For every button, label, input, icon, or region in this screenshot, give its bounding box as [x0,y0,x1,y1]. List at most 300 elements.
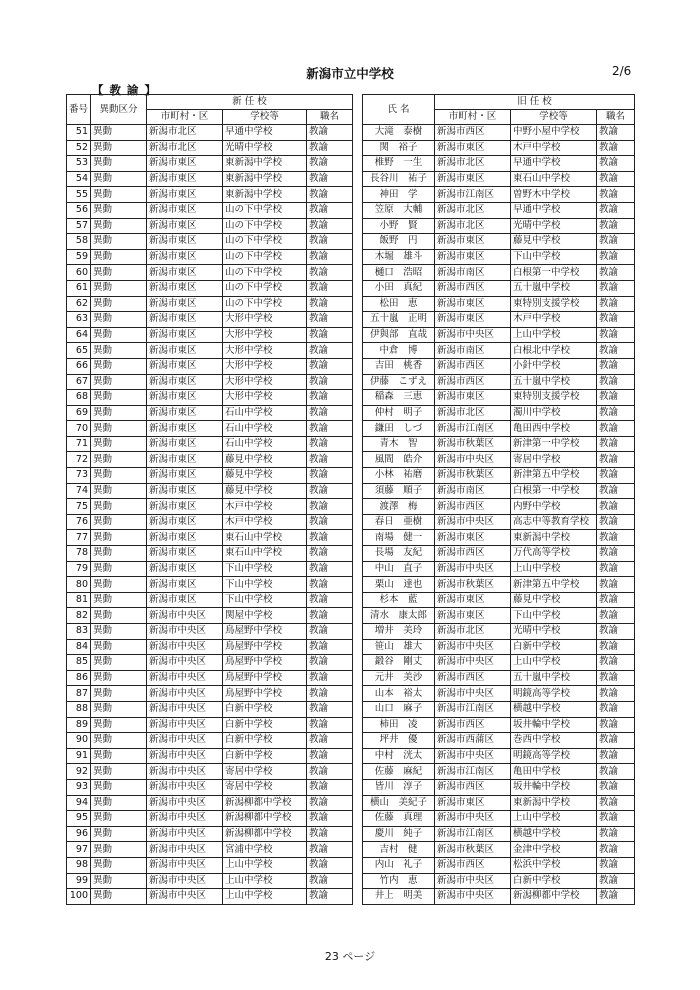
table-row [67,748,635,764]
teacher-name: 中村 洸太 [363,748,435,764]
transfer-type: 異動 [91,234,147,250]
row-number: 62 [67,296,91,312]
teacher-name: 中山 直子 [363,561,435,577]
new-title: 教諭 [307,140,353,156]
old-school: 坂井輪中学校 [511,717,597,733]
teacher-name: 内山 礼子 [363,857,435,873]
new-title: 教諭 [307,421,353,437]
column-gap [353,452,363,468]
teacher-name: 小林 祐磨 [363,468,435,484]
teacher-name: 杉本 藍 [363,592,435,608]
old-city: 新潟市中央区 [435,748,511,764]
new-title: 教諭 [307,686,353,702]
transfer-type: 異動 [91,452,147,468]
teacher-name: 皆川 淳子 [363,779,435,795]
old-title: 教諭 [597,857,635,873]
new-city: 新潟市東区 [147,234,223,250]
teacher-name: 吉村 健 [363,842,435,858]
table-row [67,577,635,593]
column-gap [353,202,363,218]
new-school: 光晴中学校 [223,140,307,156]
old-title: 教諭 [597,530,635,546]
teacher-name: 長場 友紀 [363,546,435,562]
transfer-type: 異動 [91,592,147,608]
column-gap [353,546,363,562]
transfer-table [66,94,635,905]
row-number: 68 [67,390,91,406]
teacher-name: 吉田 桃香 [363,358,435,374]
teacher-name: 椎野 一生 [363,156,435,172]
table-row [67,733,635,749]
old-title: 教諭 [597,171,635,187]
old-title: 教諭 [597,187,635,203]
column-gap [353,624,363,640]
old-city: 新潟市東区 [435,795,511,811]
old-school: 明鏡高等学校 [511,748,597,764]
header-old-city: 市町村・区 [435,110,511,125]
new-school: 新潟柳都中学校 [223,811,307,827]
row-number: 83 [67,624,91,640]
new-school: 石山中学校 [223,436,307,452]
column-gap [353,857,363,873]
transfer-type: 異動 [91,733,147,749]
old-city: 新潟市南区 [435,343,511,359]
table-row [67,889,635,905]
column-gap [353,405,363,421]
teacher-name: 坪井 優 [363,733,435,749]
old-city: 新潟市江南区 [435,421,511,437]
transfer-type: 異動 [91,873,147,889]
old-city: 新潟市北区 [435,218,511,234]
row-number: 96 [67,826,91,842]
transfer-type: 異動 [91,530,147,546]
new-school: 大形中学校 [223,374,307,390]
teacher-name: 竹内 恵 [363,873,435,889]
row-number: 60 [67,265,91,281]
new-school: 鳥屋野中学校 [223,624,307,640]
table-row [67,499,635,515]
column-gap [353,95,363,125]
old-school: 曽野木中学校 [511,187,597,203]
table-row [67,218,635,234]
table-row [67,530,635,546]
old-title: 教諭 [597,312,635,328]
transfer-type: 異動 [91,140,147,156]
old-city: 新潟市中央区 [435,655,511,671]
teacher-name: 中倉 博 [363,343,435,359]
header-old-school-name: 学校等 [511,110,597,125]
row-number: 77 [67,530,91,546]
new-title: 教諭 [307,514,353,530]
table-row [67,171,635,187]
transfer-type: 異動 [91,499,147,515]
old-city: 新潟市東区 [435,140,511,156]
column-gap [353,764,363,780]
old-title: 教諭 [597,421,635,437]
new-title: 教諭 [307,873,353,889]
column-gap [353,530,363,546]
column-gap [353,842,363,858]
transfer-type: 異動 [91,701,147,717]
new-city: 新潟市東区 [147,218,223,234]
new-city: 新潟市中央区 [147,795,223,811]
row-number: 81 [67,592,91,608]
old-title: 教諭 [597,639,635,655]
column-gap [353,733,363,749]
row-number: 100 [67,889,91,905]
old-school: 内野中学校 [511,499,597,515]
old-title: 教諭 [597,889,635,905]
transfer-type: 異動 [91,405,147,421]
old-school: 下山中学校 [511,249,597,265]
column-gap [353,717,363,733]
table-row [67,670,635,686]
table-row [67,655,635,671]
old-title: 教諭 [597,624,635,640]
old-title: 教諭 [597,436,635,452]
old-city: 新潟市西区 [435,670,511,686]
table-row [67,436,635,452]
new-city: 新潟市東区 [147,546,223,562]
new-title: 教諭 [307,670,353,686]
transfer-type: 異動 [91,717,147,733]
transfer-type: 異動 [91,483,147,499]
transfer-type: 異動 [91,779,147,795]
old-city: 新潟市西区 [435,717,511,733]
old-title: 教諭 [597,764,635,780]
old-school: 明鏡高等学校 [511,686,597,702]
new-title: 教諭 [307,374,353,390]
new-title: 教諭 [307,592,353,608]
page-fraction: 2/6 [612,64,632,78]
row-number: 84 [67,639,91,655]
new-school: 山の下中学校 [223,218,307,234]
transfer-type: 異動 [91,826,147,842]
old-title: 教諭 [597,561,635,577]
column-gap [353,249,363,265]
column-gap [353,374,363,390]
new-title: 教諭 [307,546,353,562]
new-city: 新潟市中央区 [147,655,223,671]
new-school: 宮浦中学校 [223,842,307,858]
column-gap [353,483,363,499]
column-gap [353,811,363,827]
teacher-name: 小田 真紀 [363,280,435,296]
row-number: 67 [67,374,91,390]
row-number: 87 [67,686,91,702]
new-title: 教諭 [307,187,353,203]
transfer-type: 異動 [91,249,147,265]
new-title: 教諭 [307,405,353,421]
teacher-name: 仲村 明子 [363,405,435,421]
row-number: 73 [67,468,91,484]
new-school: 早通中学校 [223,125,307,141]
old-school: 白根第一中学校 [511,265,597,281]
table-row [67,280,635,296]
transfer-type: 異動 [91,358,147,374]
old-school: 五十嵐中学校 [511,670,597,686]
new-school: 東新潟中学校 [223,171,307,187]
table-row [67,514,635,530]
new-title: 教諭 [307,358,353,374]
new-title: 教諭 [307,390,353,406]
new-city: 新潟市東区 [147,280,223,296]
column-gap [353,608,363,624]
new-title: 教諭 [307,125,353,141]
teacher-name: 松田 恵 [363,296,435,312]
new-city: 新潟市東区 [147,358,223,374]
row-number: 94 [67,795,91,811]
column-gap [353,686,363,702]
row-number: 61 [67,280,91,296]
teacher-name: 笠原 大輔 [363,202,435,218]
old-school: 白新中学校 [511,639,597,655]
new-city: 新潟市中央区 [147,857,223,873]
old-title: 教諭 [597,670,635,686]
transfer-type: 異動 [91,202,147,218]
new-title: 教諭 [307,795,353,811]
old-school: 木戸中学校 [511,312,597,328]
table-row [67,624,635,640]
new-city: 新潟市中央区 [147,826,223,842]
column-gap [353,312,363,328]
transfer-type: 異動 [91,265,147,281]
new-title: 教諭 [307,624,353,640]
table-row [67,795,635,811]
old-city: 新潟市北区 [435,156,511,172]
old-city: 新潟市東区 [435,296,511,312]
new-city: 新潟市北区 [147,125,223,141]
old-title: 教諭 [597,655,635,671]
row-number: 79 [67,561,91,577]
row-number: 93 [67,779,91,795]
table-row [67,374,635,390]
new-city: 新潟市東区 [147,577,223,593]
new-school: 新潟柳都中学校 [223,826,307,842]
old-school: 東新潟中学校 [511,530,597,546]
old-title: 教諭 [597,546,635,562]
old-title: 教諭 [597,608,635,624]
teacher-name: 山本 裕太 [363,686,435,702]
new-title: 教諭 [307,779,353,795]
old-city: 新潟市中央区 [435,327,511,343]
old-school: 松浜中学校 [511,857,597,873]
transfer-type: 異動 [91,608,147,624]
row-number: 63 [67,312,91,328]
row-number: 58 [67,234,91,250]
old-title: 教諭 [597,483,635,499]
old-title: 教諭 [597,577,635,593]
teacher-name: 五十嵐 正明 [363,312,435,328]
table-row [67,187,635,203]
old-city: 新潟市中央区 [435,452,511,468]
table-row [67,701,635,717]
new-city: 新潟市東区 [147,514,223,530]
old-school: 東特別支援学校 [511,390,597,406]
column-gap [353,561,363,577]
new-city: 新潟市東区 [147,312,223,328]
transfer-type: 異動 [91,748,147,764]
transfer-type: 異動 [91,842,147,858]
table-row [67,358,635,374]
old-school: 亀田中学校 [511,764,597,780]
column-gap [353,265,363,281]
column-gap [353,171,363,187]
column-gap [353,156,363,172]
old-city: 新潟市西区 [435,280,511,296]
row-number: 66 [67,358,91,374]
old-school: 早通中学校 [511,202,597,218]
header-new-school: 新 任 校 [147,95,353,110]
old-city: 新潟市西蒲区 [435,733,511,749]
teacher-name: 小野 賢 [363,218,435,234]
old-title: 教諭 [597,592,635,608]
new-school: 白新中学校 [223,717,307,733]
new-school: 大形中学校 [223,343,307,359]
new-city: 新潟市東区 [147,249,223,265]
transfer-type: 異動 [91,764,147,780]
table-row [67,842,635,858]
new-city: 新潟市中央区 [147,779,223,795]
old-school: 坂井輪中学校 [511,779,597,795]
old-school: 東石山中学校 [511,171,597,187]
row-number: 91 [67,748,91,764]
new-school: 山の下中学校 [223,202,307,218]
column-gap [353,670,363,686]
new-title: 教諭 [307,343,353,359]
old-title: 教諭 [597,701,635,717]
old-title: 教諭 [597,358,635,374]
row-number: 57 [67,218,91,234]
old-city: 新潟市中央区 [435,686,511,702]
transfer-type: 異動 [91,156,147,172]
transfer-type: 異動 [91,577,147,593]
new-city: 新潟市中央区 [147,748,223,764]
column-gap [353,889,363,905]
transfer-type: 異動 [91,857,147,873]
old-title: 教諭 [597,811,635,827]
transfer-type: 異動 [91,343,147,359]
table-row [67,452,635,468]
table-row [67,686,635,702]
old-school: 下山中学校 [511,608,597,624]
new-school: 石山中学校 [223,421,307,437]
old-city: 新潟市中央区 [435,514,511,530]
new-school: 大形中学校 [223,312,307,328]
teacher-name: 渡澤 梅 [363,499,435,515]
old-city: 新潟市東区 [435,530,511,546]
transfer-type: 異動 [91,639,147,655]
teacher-name: 南場 健一 [363,530,435,546]
row-number: 72 [67,452,91,468]
new-city: 新潟市北区 [147,140,223,156]
old-city: 新潟市西区 [435,546,511,562]
table-row [67,405,635,421]
transfer-type: 異動 [91,218,147,234]
new-school: 木戸中学校 [223,514,307,530]
new-title: 教諭 [307,561,353,577]
new-title: 教諭 [307,234,353,250]
old-title: 教諭 [597,733,635,749]
new-city: 新潟市中央区 [147,733,223,749]
old-school: 東新潟中学校 [511,795,597,811]
old-school: 新津第五中学校 [511,577,597,593]
transfer-type: 異動 [91,374,147,390]
new-title: 教諭 [307,842,353,858]
old-school: 光晴中学校 [511,218,597,234]
old-title: 教諭 [597,717,635,733]
old-title: 教諭 [597,873,635,889]
new-school: 山の下中学校 [223,265,307,281]
old-title: 教諭 [597,265,635,281]
new-city: 新潟市中央区 [147,842,223,858]
new-city: 新潟市中央区 [147,764,223,780]
teacher-name: 佐藤 真理 [363,811,435,827]
section-label: 【 教 諭 】 [92,83,158,97]
new-title: 教諭 [307,577,353,593]
teacher-name: 稲森 三恵 [363,390,435,406]
old-title: 教諭 [597,390,635,406]
teacher-name: 佐藤 麻紀 [363,764,435,780]
new-city: 新潟市東区 [147,530,223,546]
teacher-name: 柿田 凌 [363,717,435,733]
column-gap [353,187,363,203]
table-row [67,468,635,484]
old-title: 教諭 [597,156,635,172]
new-city: 新潟市東区 [147,390,223,406]
transfer-type: 異動 [91,187,147,203]
transfer-type: 異動 [91,514,147,530]
column-gap [353,639,363,655]
row-number: 53 [67,156,91,172]
table-row [67,390,635,406]
new-school: 下山中学校 [223,592,307,608]
old-city: 新潟市北区 [435,202,511,218]
row-number: 98 [67,857,91,873]
transfer-type: 異動 [91,280,147,296]
teacher-name: 木堀 雄斗 [363,249,435,265]
header-name: 氏 名 [363,95,435,125]
old-school: 新津第五中学校 [511,468,597,484]
new-title: 教諭 [307,218,353,234]
new-school: 寄居中学校 [223,779,307,795]
column-gap [353,140,363,156]
old-school: 白根第一中学校 [511,483,597,499]
row-number: 52 [67,140,91,156]
old-city: 新潟市江南区 [435,826,511,842]
new-school: 東石山中学校 [223,530,307,546]
new-title: 教諭 [307,530,353,546]
old-school: 亀田西中学校 [511,421,597,437]
teacher-name: 伊與部 直哉 [363,327,435,343]
column-gap [353,655,363,671]
teacher-name: 鎌田 しづ [363,421,435,437]
teacher-name: 大滝 泰樹 [363,125,435,141]
new-school: 山の下中学校 [223,234,307,250]
new-title: 教諭 [307,889,353,905]
teacher-name: 栗山 達也 [363,577,435,593]
old-school: 濁川中学校 [511,405,597,421]
old-title: 教諭 [597,686,635,702]
row-number: 85 [67,655,91,671]
new-title: 教諭 [307,655,353,671]
row-number: 90 [67,733,91,749]
old-school: 新津第一中学校 [511,436,597,452]
old-title: 教諭 [597,249,635,265]
new-title: 教諭 [307,857,353,873]
new-school: 大形中学校 [223,327,307,343]
old-school: 上山中学校 [511,327,597,343]
